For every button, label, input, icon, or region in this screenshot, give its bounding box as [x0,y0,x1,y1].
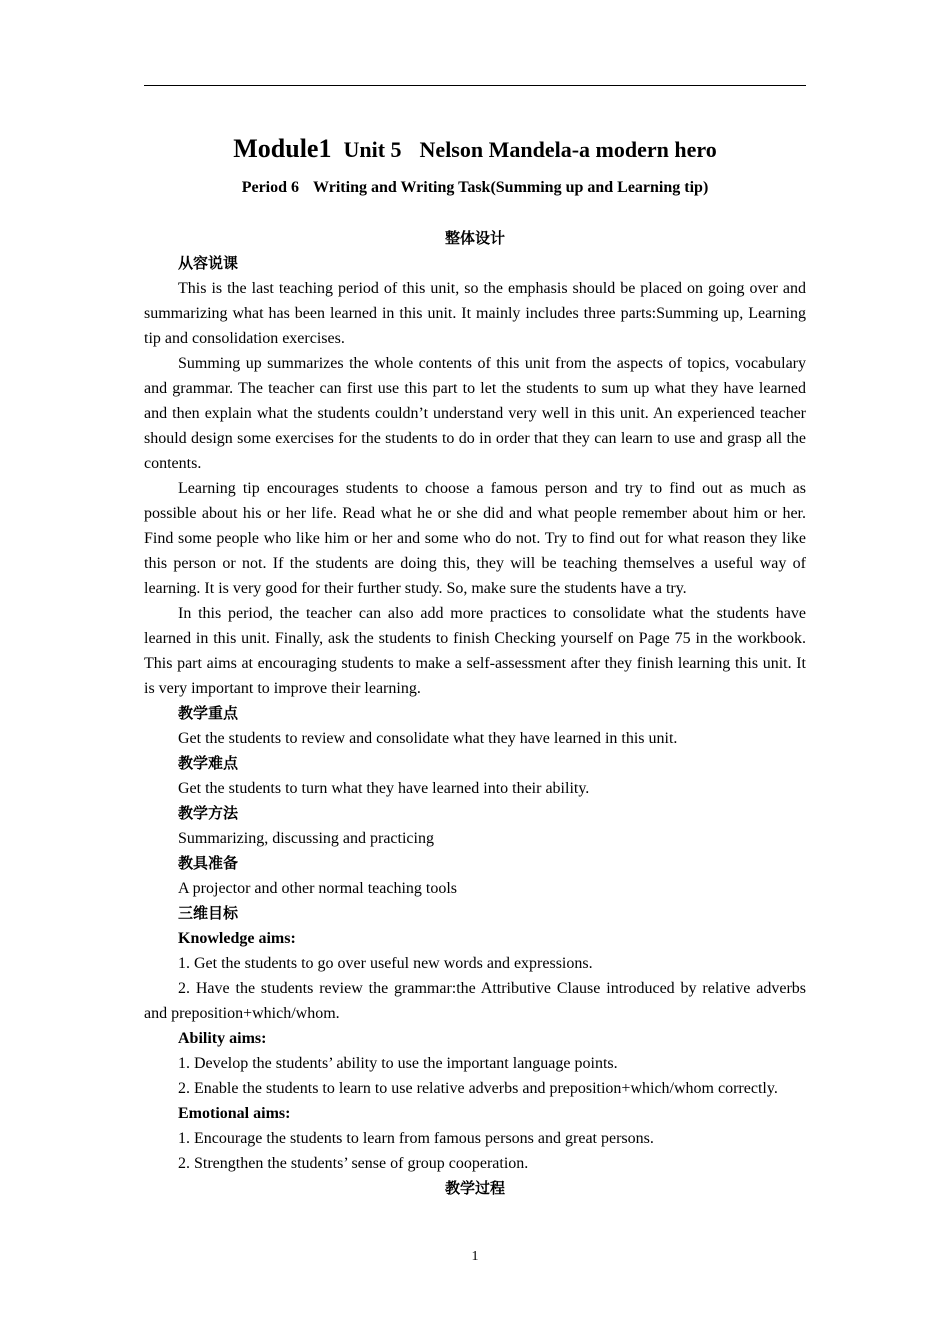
document-title [144,134,806,165]
difficulties-heading: 教学难点 [178,754,239,772]
intro-paragraph: Learning tip encourages students to choose a famous person and try to find out as much as possible about his or her life. Read what he or she did and what people remember about him or her. Find some people who like him or her and some who do not. Try to find out for what reason they like this person or not. If the students are doing this, they will be teaching themselves a useful way of learning. It is very good for their further study. So, make sure the students have a try. [144,480,806,597]
intro-paragraph: Summing up summarizes the whole contents of this unit from the aspects of topics, vocabulary and grammar. The teacher can first use this part to let the students to sum up what they have learned and then explain what the students couldn’t understand very well in this unit. An experienced teacher should design some exercises for the students to do in order that they can learn to use and grasp all the contents. [144,355,806,472]
module-label: Module1 [233,134,332,163]
knowledge-aim-item: 1. Get the students to go over useful new words and expressions. [178,955,593,972]
methods-heading: 教学方法 [178,804,239,822]
page-number: 1 [471,1249,479,1264]
document-body [144,226,806,1201]
aims-heading: 三维目标 [178,904,239,922]
ability-aim-item: 1. Develop the students’ ability to use the important language points. [178,1055,618,1072]
methods-text: Summarizing, discussing and practicing [178,830,434,847]
key-points-heading: 教学重点 [178,704,239,722]
unit-label: Unit 5 [343,137,402,162]
overall-design-heading: 整体设计 [444,229,505,247]
emotional-aim-item: 1. Encourage the students to learn from famous persons and great persons. [178,1130,654,1147]
emotional-aim-item: 2. Strengthen the students’ sense of group cooperation. [178,1155,529,1172]
knowledge-aim-item: 2. Have the students review the grammar:the Attributive Clause introduced by relative adverbs and preposition+which/whom. [144,980,806,1022]
intro-paragraph: In this period, the teacher can also add more practices to consolidate what the students have learned in this unit. Finally, ask the students to finish Checking yourself on Page 75 in the workbook. This part aims at encouraging students to make a self-assessment after they finish learning this unit. It is very important to improve their learning. [144,605,806,697]
emotional-aims-heading: Emotional aims: [178,1105,291,1122]
unit-title: Nelson Mandela-a modern hero [419,137,717,162]
knowledge-aims-heading: Knowledge aims: [178,930,296,947]
period-title: Writing and Writing Task(Summing up and Learning tip) [313,179,709,196]
difficulties-text: Get the students to turn what they have learned into their ability. [178,780,590,797]
period-label: Period 6 [241,179,300,196]
ability-aim-item: 2. Enable the students to learn to use relative adverbs and preposition+which/whom correctly. [178,1080,778,1097]
process-heading: 教学过程 [444,1179,505,1197]
key-points-text: Get the students to review and consolidate what they have learned in this unit. [178,730,678,747]
ability-aims-heading: Ability aims: [178,1030,267,1047]
intro-paragraph: This is the last teaching period of this unit, so the emphasis should be placed on going over and summarizing what has been learned in this unit. It mainly includes three parts:Summing up, Learning tip and consolidation exercises. [144,280,806,347]
aids-text: A projector and other normal teaching tools [178,880,458,897]
aids-heading: 教具准备 [178,854,239,872]
document-subtitle [144,176,806,200]
header-rule [144,85,806,86]
intro-heading: 从容说课 [178,254,239,272]
